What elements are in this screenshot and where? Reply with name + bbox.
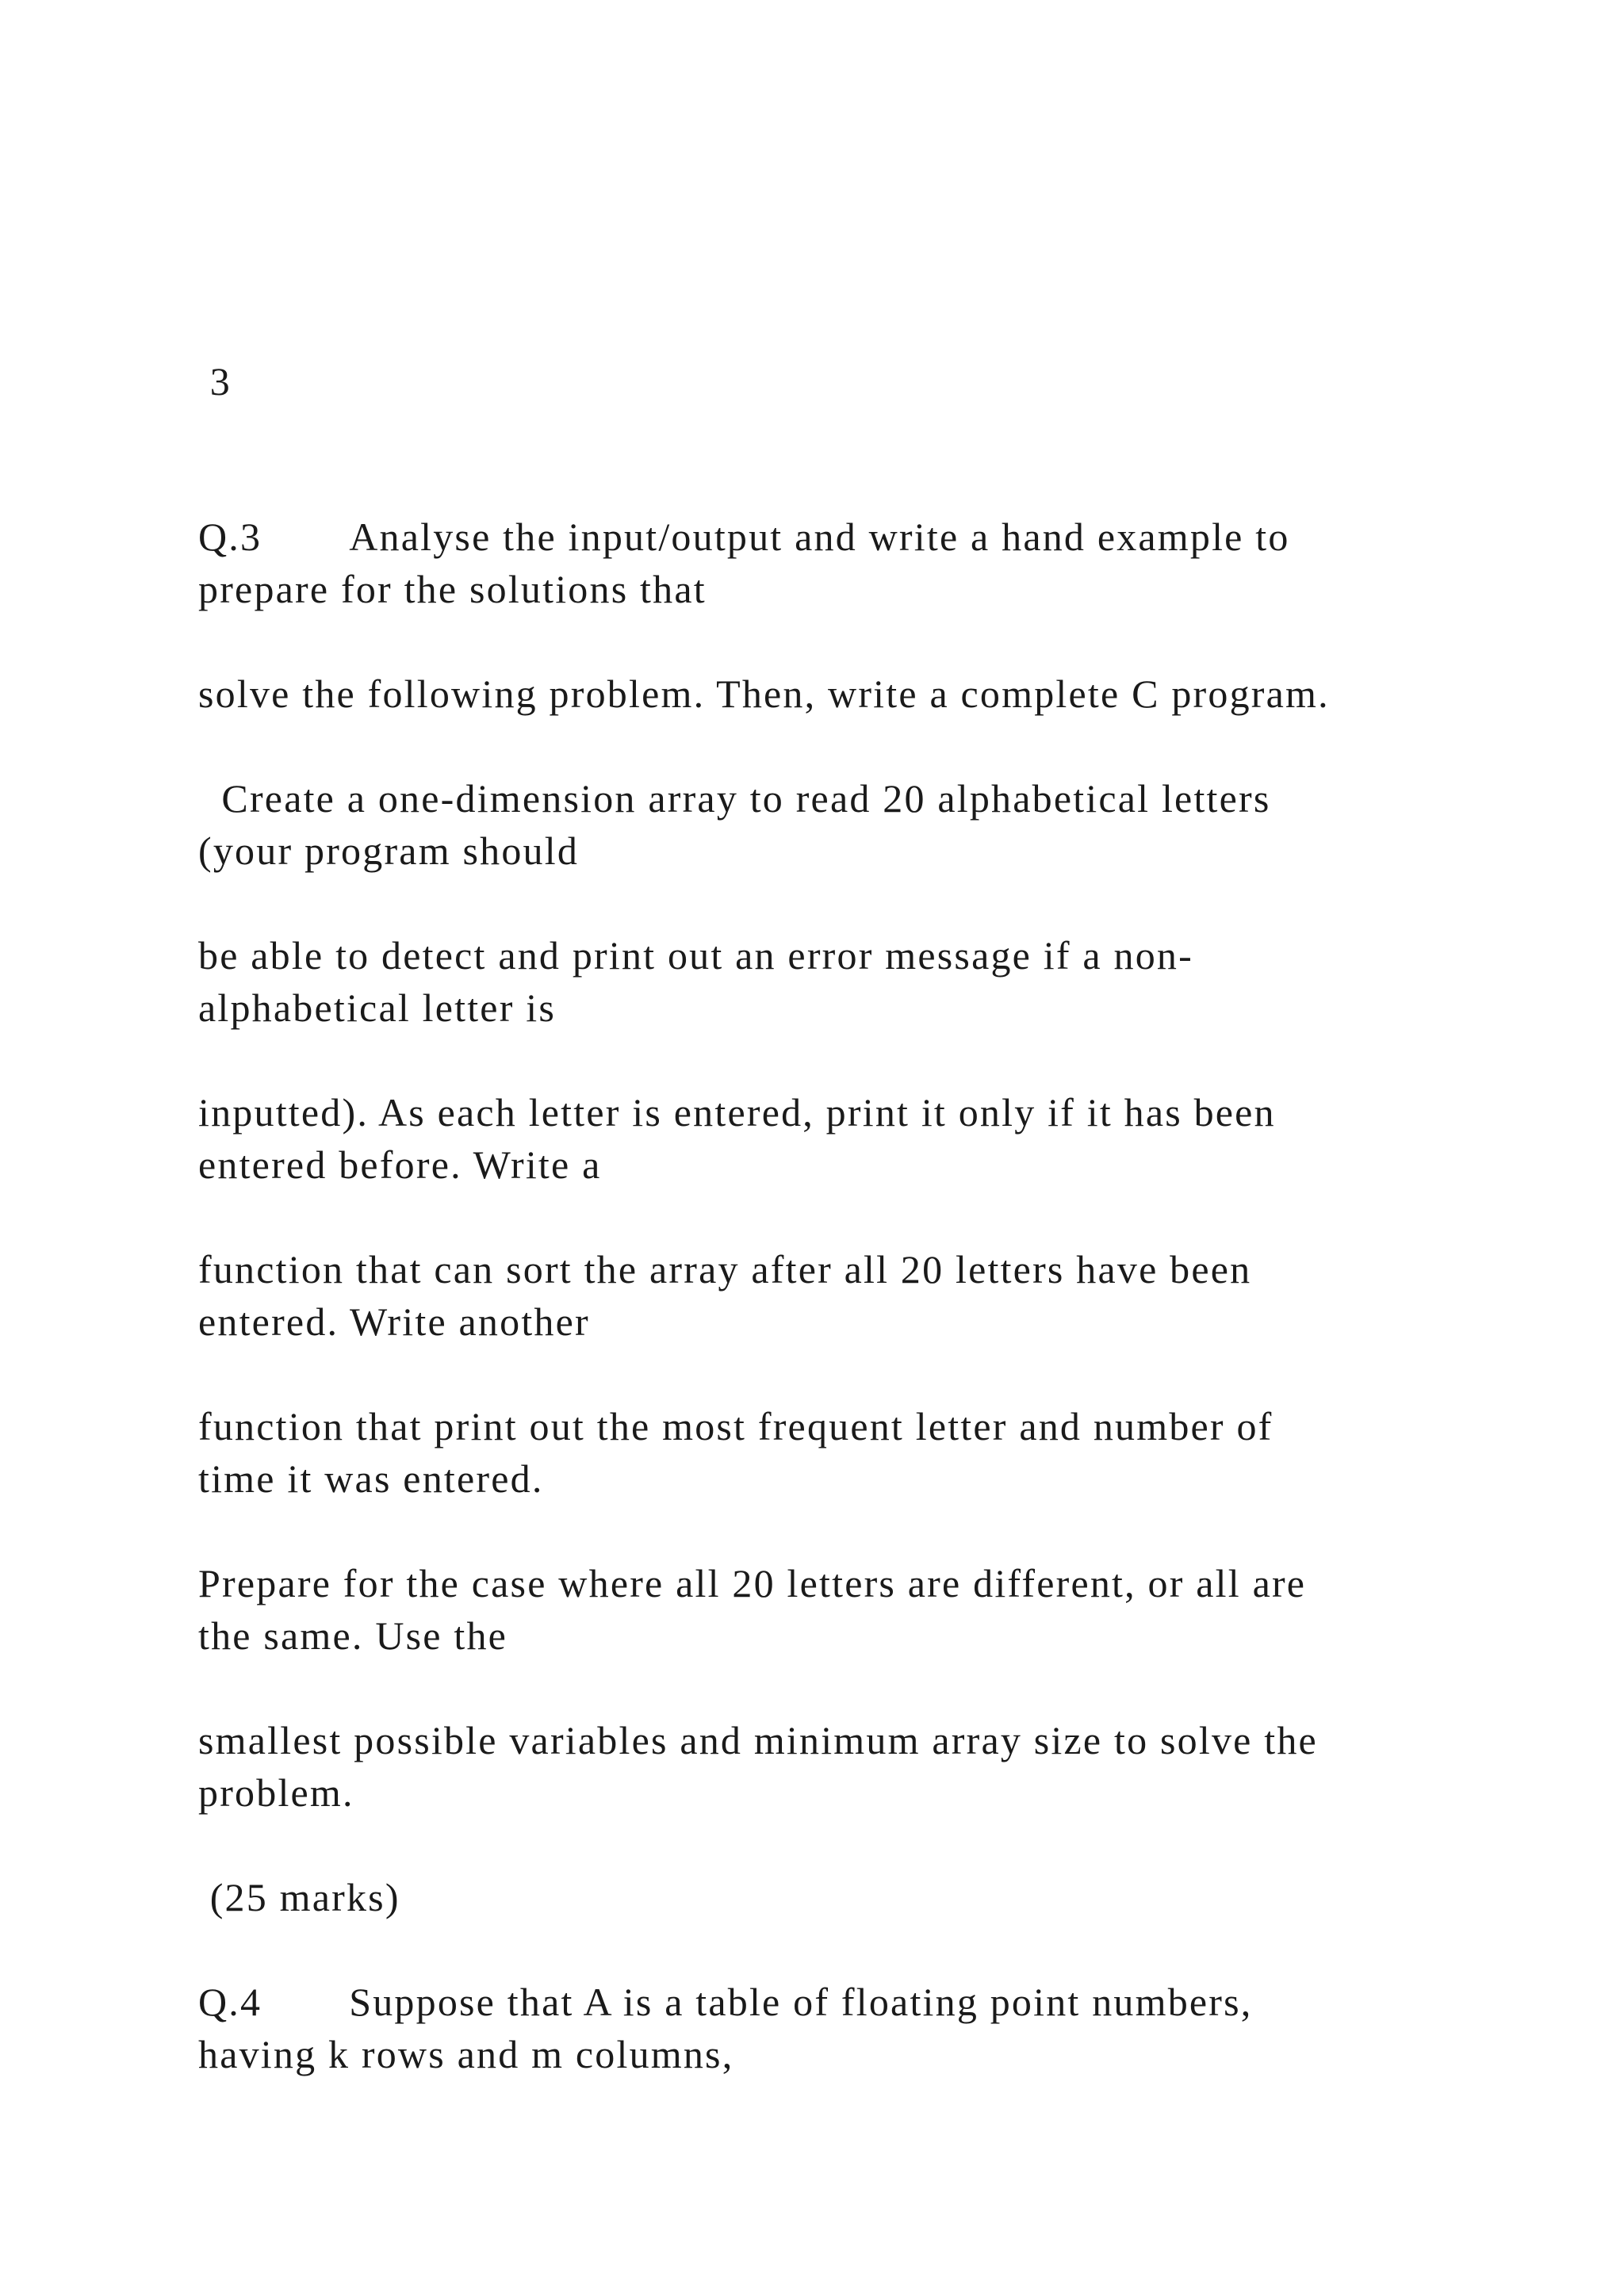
q3-line-7: alphabetical letter is [198,985,556,1030]
q3-line-12: function that print out the most frequent letter and number of [198,1404,1274,1448]
q4-line-2: having k rows and m columns, [198,2032,734,2076]
q3-line-1 [198,511,1290,563]
q4-line-1 [198,1976,1253,2028]
page-number-text: 3 [209,359,232,404]
q3-line-14: Prepare for the case where all 20 letters are different, or all are [198,1561,1307,1605]
q4-text-1: Suppose that A is a table of floating point numbers, [349,1980,1253,2024]
q3-line-16: smallest possible variables and minimum array size to solve the [198,1718,1318,1762]
q3-line-15: the same. Use the [198,1613,508,1658]
q3-line-10: function that can sort the array after all 20 letters have been [198,1247,1252,1292]
q3-text-1: Analyse the input/output and write a hand example to [349,515,1290,559]
q3-label: Q.3 [198,515,262,559]
page-number [198,355,232,408]
q3-line-9: entered before. Write a [198,1142,602,1187]
q3-marks: (25 marks) [198,1875,400,1919]
q3-line-11: entered. Write another [198,1299,590,1344]
q3-line-4: Create a one-dimension array to read 20 alphabetical letters [198,776,1271,821]
q3-line-5: (your program should [198,828,580,873]
q3-line-3: solve the following problem. Then, write a complete C program. [198,672,1330,716]
q4-label: Q.4 [198,1980,262,2024]
q3-line-6: be able to detect and print out an error message if a non- [198,933,1193,978]
q3-line-17: problem. [198,1770,354,1815]
q3-line-8: inputted). As each letter is entered, print it only if it has been [198,1090,1276,1135]
q3-line-13: time it was entered. [198,1456,544,1501]
q3-line-2: prepare for the solutions that [198,567,707,611]
